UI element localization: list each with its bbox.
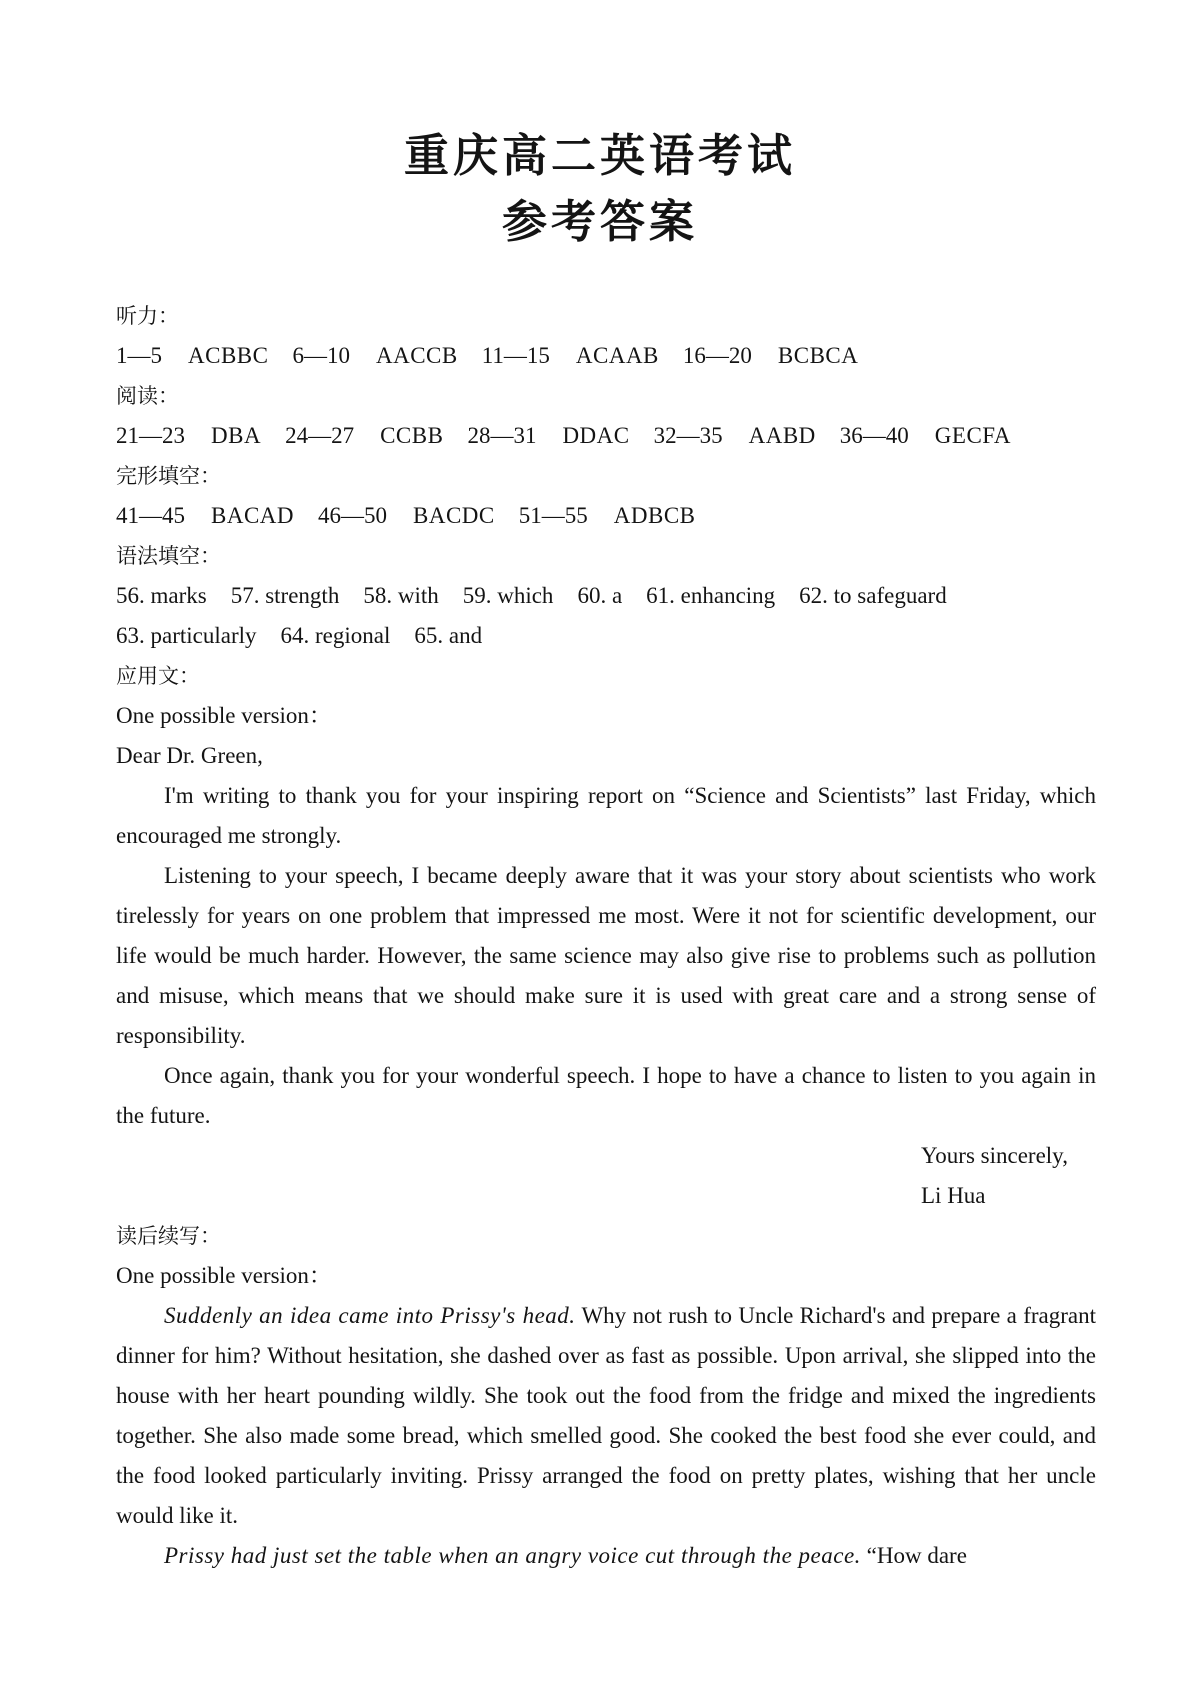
- grammar-answer: 60. a: [577, 583, 623, 608]
- story-paragraph: [116, 1536, 1096, 1576]
- story-text: Why not rush to Uncle Richard's and prepare a fragrant dinner for him? Without hesitation, she dashed over as fast as possible. Upon arrival, she slipped into the house with her heart pounding wildly. She took out the food from the fridge and mixed the ingredients together. She also made some bread, which smelled good. She cooked the best food she ever could, and the food looked particularly inviting. Prissy arranged the food on pretty plates, wishing that her uncle would like it.: [116, 1303, 1096, 1528]
- answer-range: 6—10: [292, 343, 350, 368]
- answer-letters: DDAC: [562, 423, 630, 448]
- answer-range: 21—23: [116, 423, 185, 448]
- continuation-version-note: One possible version：: [116, 1263, 332, 1288]
- reading-label: 阅读：: [116, 384, 179, 408]
- grammar-label: 语法填空：: [116, 544, 221, 568]
- answer-letters: AABD: [748, 423, 816, 448]
- grammar-answer: 57. strength: [230, 583, 340, 608]
- story-text: “How dare: [860, 1543, 967, 1568]
- page-title: 重庆高二英语考试: [403, 129, 796, 182]
- grammar-answers-row-2: [116, 616, 1096, 656]
- answer-letters: BCBCA: [777, 343, 859, 368]
- grammar-answer: 58. with: [363, 583, 439, 608]
- grammar-answer: 64. regional: [280, 623, 391, 648]
- reading-answers: [116, 416, 1096, 456]
- answer-letters: ADBCB: [613, 503, 696, 528]
- answer-letters: DBA: [211, 423, 262, 448]
- answer-range: 32—35: [653, 423, 723, 448]
- answer-range: 46—50: [318, 503, 388, 528]
- letter-closing: Yours sincerely,: [921, 1143, 1068, 1168]
- practical-writing-label: 应用文：: [116, 664, 200, 688]
- answer-range: 11—15: [481, 343, 550, 368]
- answer-range: 51—55: [518, 503, 588, 528]
- answer-letters: BACDC: [413, 503, 495, 528]
- page-subtitle: 参考答案: [501, 195, 698, 248]
- cloze-answers: [116, 496, 1096, 536]
- answer-range: 41—45: [116, 503, 185, 528]
- answer-range: 1—5: [116, 343, 162, 368]
- letter-salutation: Dear Dr. Green,: [116, 743, 263, 768]
- story-paragraph: [116, 1296, 1096, 1536]
- practical-version-note: One possible version：: [116, 703, 332, 728]
- answer-letters: ACBBC: [188, 343, 269, 368]
- grammar-answer: 62. to safeguard: [799, 583, 947, 608]
- letter-paragraph: Once again, thank you for your wonderful speech. I hope to have a chance to listen to you again in the future.: [116, 1063, 1096, 1128]
- grammar-answer: 56. marks: [116, 583, 207, 608]
- story-lead-sentence: Prissy had just set the table when an angry voice cut through the peace.: [164, 1543, 861, 1568]
- letter-paragraph: Listening to your speech, I became deeply aware that it was your story about scientists who work tirelessly for years on one problem that impressed me most. Were it not for scientific development, our life would be much harder. However, the same science may also give rise to problems such as pollution and misuse, which means that we should make sure it is used with great care and a strong sense of responsibility.: [116, 863, 1096, 1048]
- grammar-answer: 63. particularly: [116, 623, 257, 648]
- answer-range: 36—40: [839, 423, 909, 448]
- grammar-answer: 61. enhancing: [646, 583, 776, 608]
- listening-answers: [116, 336, 1096, 376]
- answer-range: 28—31: [467, 423, 537, 448]
- cloze-label: 完形填空：: [116, 464, 221, 488]
- letter-signature: Li Hua: [921, 1183, 986, 1208]
- answer-body: [116, 296, 1096, 1576]
- listening-label: 听力：: [116, 304, 179, 328]
- answer-letters: CCBB: [380, 423, 444, 448]
- answer-letters: ACAAB: [575, 343, 659, 368]
- answer-range: 16—20: [682, 343, 752, 368]
- answer-letters: GECFA: [934, 423, 1011, 448]
- answer-letters: AACCB: [375, 343, 458, 368]
- continuation-writing-label: 读后续写：: [116, 1224, 221, 1248]
- story-lead-sentence: Suddenly an idea came into Prissy's head.: [164, 1303, 576, 1328]
- grammar-answer: 59. which: [462, 583, 554, 608]
- grammar-answers-row-1: [116, 576, 1096, 616]
- answer-range: 24—27: [285, 423, 355, 448]
- answer-letters: BACAD: [211, 503, 295, 528]
- grammar-answer: 65. and: [414, 623, 483, 648]
- letter-paragraph: I'm writing to thank you for your inspiring report on “Science and Scientists” last Friday, which encouraged me strongly.: [116, 783, 1096, 848]
